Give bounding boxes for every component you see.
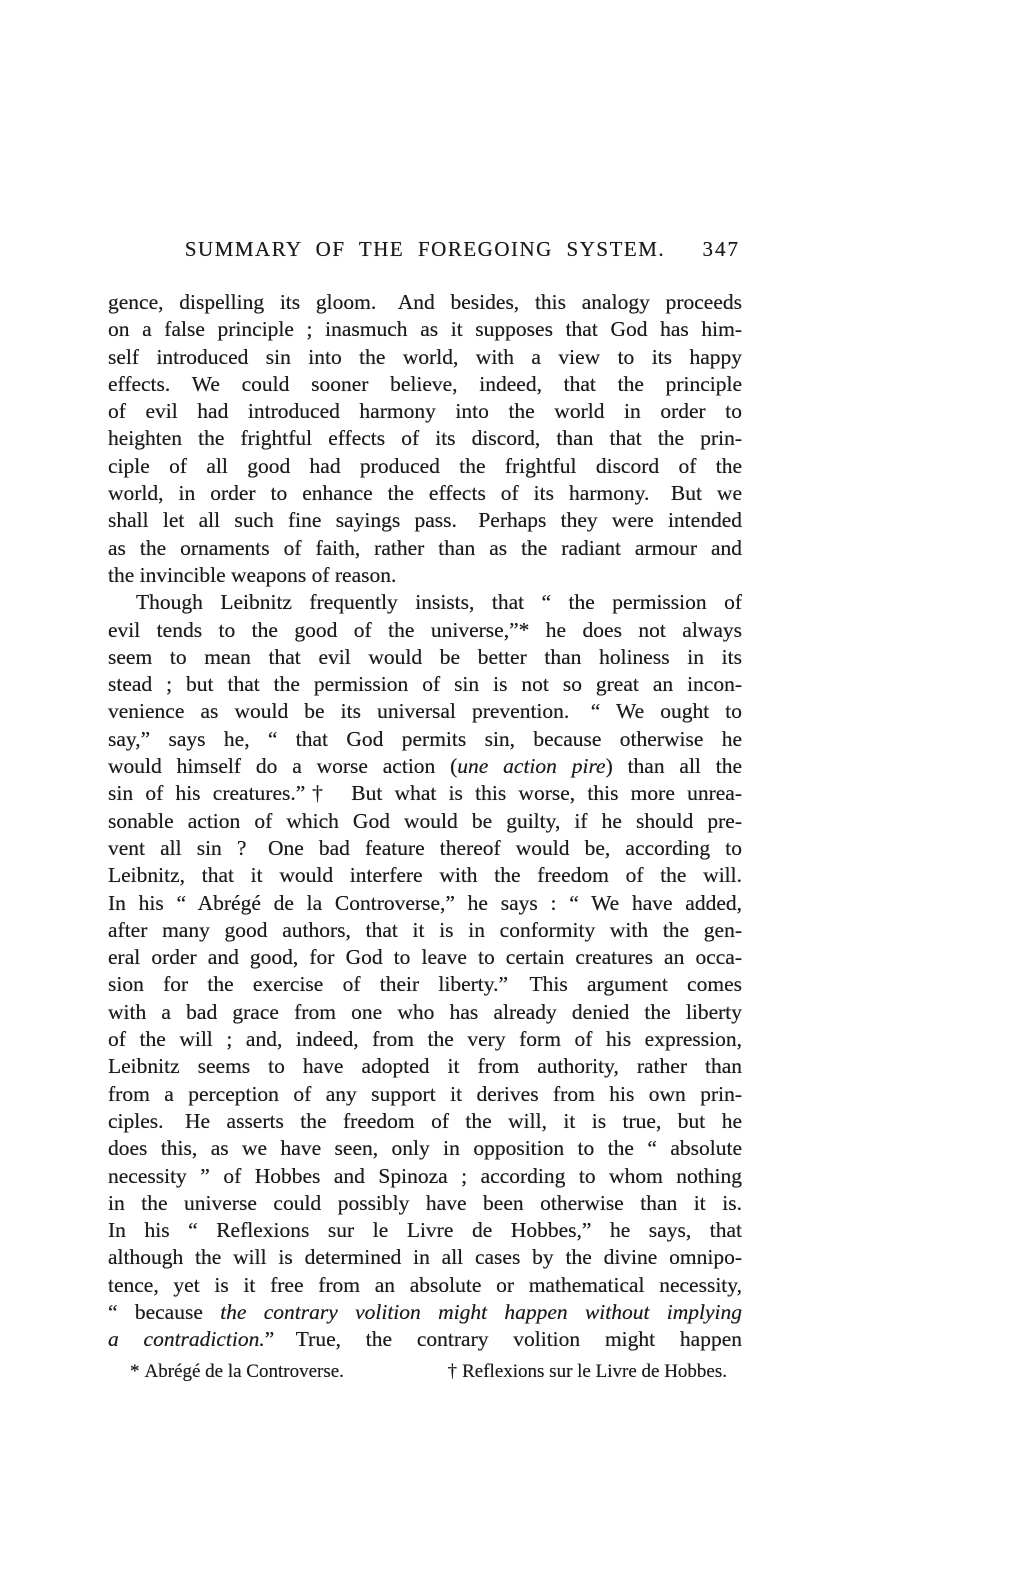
dagger-footnote-marker: † xyxy=(447,1361,458,1382)
text-segment: on a false principle ; inasmuch as it supposes that God has him- xyxy=(108,317,742,342)
text-line xyxy=(108,644,742,671)
text-line xyxy=(108,944,742,971)
text-segment: from a perception of any support it derives from his own prin- xyxy=(108,1081,742,1106)
text-line xyxy=(108,1299,742,1326)
text-segment: after many good authors, that it is in conformity with the gen- xyxy=(108,917,742,942)
text-line xyxy=(108,562,742,589)
text-line xyxy=(108,535,742,562)
text-segment: necessity ” of Hobbes and Spinoza ; according to whom nothing xyxy=(108,1163,742,1188)
text-segment: stead ; but that the permission of sin is not so great an incon- xyxy=(108,672,742,697)
text-line xyxy=(108,1190,742,1217)
text-segment: ciple of all good had produced the frightful discord of the xyxy=(108,453,742,478)
text-segment: ” True, the contrary volition might happen xyxy=(264,1327,742,1352)
text-segment: would himself do a worse action ( xyxy=(108,754,458,779)
text-segment: in the universe could possibly have been otherwise than it is. xyxy=(108,1190,742,1215)
footnote-abrege-text: Abrégé de la Controverse. xyxy=(144,1361,344,1382)
italic-text-segment: une action pire xyxy=(457,754,606,779)
text-line xyxy=(108,671,742,698)
text-line xyxy=(108,289,742,316)
text-line xyxy=(108,698,742,725)
text-line xyxy=(108,1163,742,1190)
text-line xyxy=(108,1053,742,1080)
footnote-reflexions xyxy=(448,1360,727,1384)
text-segment: Leibnitz, that it would interfere with the freedom of the will. xyxy=(108,863,742,888)
text-segment: sonable action of which God would be guilty, if he should pre- xyxy=(108,808,742,833)
text-segment: venience as would be its universal prevention. “ We ought to xyxy=(108,699,742,724)
text-line xyxy=(108,835,742,862)
text-line xyxy=(108,726,742,753)
running-header xyxy=(108,237,742,263)
text-segment: say,” says he, “ that God permits sin, because otherwise he xyxy=(108,726,742,751)
text-segment: tence, yet is it free from an absolute or mathematical necessity, xyxy=(108,1272,742,1297)
text-segment: gence, dispelling its gloom. And besides, this analogy proceeds xyxy=(108,290,742,314)
text-segment: of evil had introduced harmony into the world in order to xyxy=(108,399,742,424)
text-line xyxy=(108,1135,742,1162)
footnote-abrege xyxy=(130,1360,344,1384)
text-line xyxy=(108,425,742,452)
italic-text-segment: the contrary volition might happen without implying xyxy=(220,1299,742,1324)
text-line xyxy=(108,1244,742,1271)
text-segment: Leibnitz seems to have adopted it from authority, rather than xyxy=(108,1054,742,1079)
text-line xyxy=(108,1272,742,1299)
footnotes xyxy=(108,1360,742,1384)
text-segment: although the will is determined in all cases by the divine omnipo- xyxy=(108,1245,742,1270)
text-line xyxy=(108,480,742,507)
text-segment: as the ornaments of faith, rather than as the radiant armour and xyxy=(108,535,742,560)
text-segment: ciples. He asserts the freedom of the will, it is true, but he xyxy=(108,1108,742,1133)
running-header-title: SUMMARY OF THE FOREGOING SYSTEM. xyxy=(184,237,666,261)
text-line xyxy=(108,1217,742,1244)
text-line xyxy=(108,371,742,398)
text-segment: In his “ Abrégé de la Controverse,” he says : “ We have added, xyxy=(108,890,742,915)
text-line xyxy=(108,507,742,534)
text-segment: self introduced sin into the world, with a view to its happy xyxy=(108,344,742,369)
text-line xyxy=(108,780,742,807)
footnote-reflexions-text: Reflexions sur le Livre de Hobbes. xyxy=(462,1361,727,1382)
text-line xyxy=(108,808,742,835)
text-line xyxy=(108,1108,742,1135)
text-segment: the invincible weapons of reason. xyxy=(108,562,397,587)
text-segment: “ because xyxy=(108,1299,221,1324)
text-line xyxy=(108,344,742,371)
text-line xyxy=(108,1026,742,1053)
text-segment: evil tends to the good of the universe,”* he does not always xyxy=(108,617,742,642)
text-segment: effects. We could sooner believe, indeed, that the principle xyxy=(108,371,742,396)
text-line xyxy=(108,999,742,1026)
text-segment: with a bad grace from one who has already denied the liberty xyxy=(108,999,742,1024)
text-line xyxy=(108,890,742,917)
text-segment: In his “ Reflexions sur le Livre de Hobbes,” he says, that xyxy=(108,1218,742,1243)
text-segment: seem to mean that evil would be better than holiness in its xyxy=(108,644,742,669)
text-line xyxy=(108,971,742,998)
text-segment: vent all sin ? One bad feature thereof would be, according to xyxy=(108,835,742,860)
text-segment: Though Leibnitz frequently insists, that “ the permission of xyxy=(136,590,742,615)
page-number: 347 xyxy=(702,237,740,261)
text-segment: of the will ; and, indeed, from the very form of his expression, xyxy=(108,1027,742,1052)
italic-text-segment: a contradiction. xyxy=(108,1327,265,1352)
text-segment: ) than all the xyxy=(605,754,742,779)
text-line xyxy=(108,453,742,480)
text-segment: heighten the frightful effects of its discord, than that the prin- xyxy=(108,426,742,451)
text-line xyxy=(108,1081,742,1108)
text-line xyxy=(108,917,742,944)
text-segment: sin of his creatures.”† But what is this worse, this more unrea- xyxy=(108,781,742,806)
text-line xyxy=(108,398,742,425)
text-line xyxy=(108,862,742,889)
body-text xyxy=(108,289,742,1354)
text-segment: sion for the exercise of their liberty.” This argument comes xyxy=(108,972,742,997)
text-segment: eral order and good, for God to leave to certain creatures an occa- xyxy=(108,945,742,970)
text-segment: shall let all such fine sayings pass. Perhaps they were intended xyxy=(108,508,742,533)
text-segment: does this, as we have seen, only in opposition to the “ absolute xyxy=(108,1136,742,1161)
asterisk-footnote-marker: * xyxy=(130,1361,140,1382)
text-line xyxy=(108,1326,742,1353)
text-line xyxy=(108,617,742,644)
text-line xyxy=(108,316,742,343)
text-line xyxy=(108,753,742,780)
text-line xyxy=(108,589,742,616)
text-segment: world, in order to enhance the effects of its harmony. But we xyxy=(108,481,742,506)
